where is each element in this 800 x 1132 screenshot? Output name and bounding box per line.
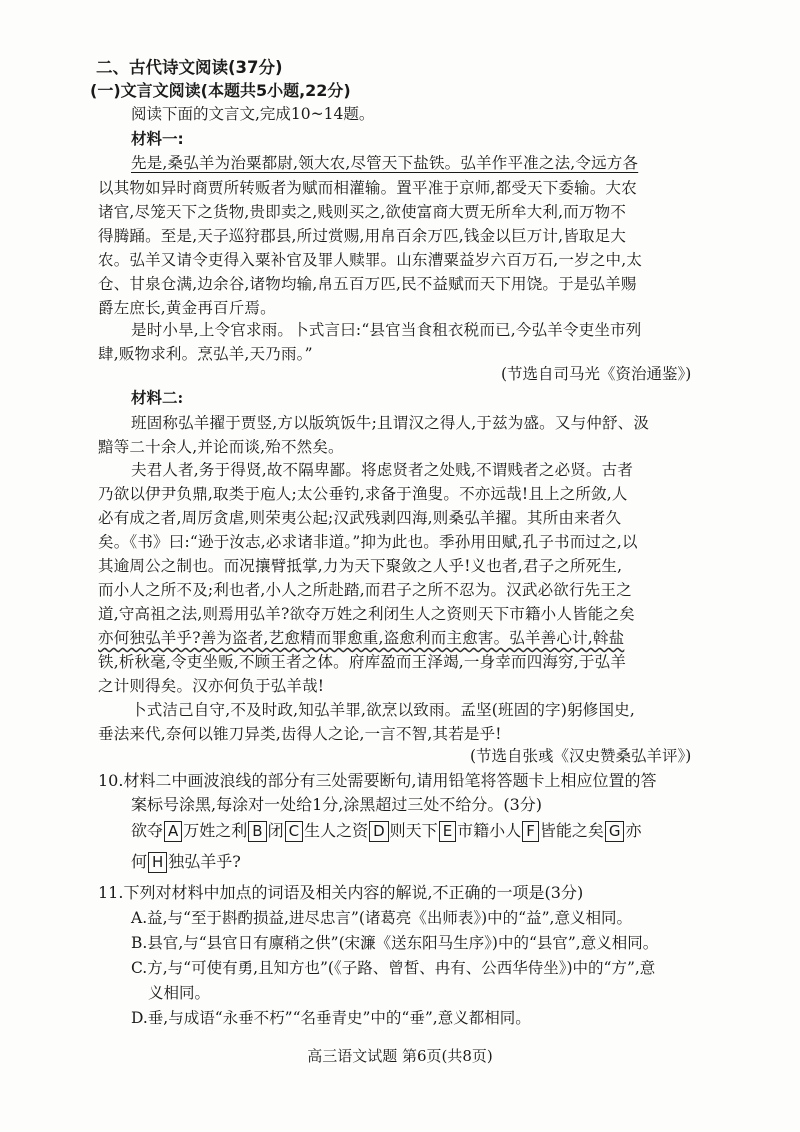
q10-marker-e[interactable]: E: [439, 821, 456, 842]
q10-segment: 亦: [625, 821, 642, 840]
q10-marker-f[interactable]: F: [522, 821, 539, 842]
material2-line: 黯等二十余人,并论而谈,殆不然矣。: [98, 438, 344, 456]
material2-line: 乃欲以伊尹负鼎,取类于庖人;太公垂钓,求备于渔叟。不亦远哉!且上之所敛,人: [98, 485, 628, 503]
page-footer: 高三语文试题 第6页(共8页): [307, 1047, 493, 1065]
material1-line: 仓、甘泉仓满,边余谷,诸物均输,帛五百万匹,民不益赋而天下用饶。于是弘羊赐: [98, 275, 637, 293]
section-subtitle: (一)文言文阅读(本题共5小题,22分): [90, 81, 351, 100]
q10-marker-a[interactable]: A: [164, 821, 182, 842]
material2-label: 材料二:: [131, 388, 184, 407]
material1-source: (节选自司马光《资治通鉴》): [501, 365, 692, 383]
q11-stem: 11.下列对材料中加点的词语及相关内容的解说,不正确的一项是(3分): [98, 883, 584, 902]
material2-line: 铁,析秋毫,令吏坐贩,不顾王者之体。府库盈而王泽竭,一身幸而四海穷,于弘羊: [98, 653, 627, 671]
material1-line: 爵左庶长,黄金再百斤焉。: [98, 299, 276, 317]
material2-line: 矣。《书》曰:“逊于汝志,必求诸非道。”抑为此也。季孙用田赋,孔子书而过之,以: [98, 533, 638, 551]
material2-line: 卜式洁己自守,不及时政,知弘羊罪,欲烹以致雨。孟坚(班固的字)躬修国史,: [131, 701, 636, 719]
material2-line: 之计则得矣。汉亦何负于弘羊哉!: [98, 677, 325, 695]
material2-line: 而小人之所不及;利也者,小人之所赴踏,而君子之所不忍为。汉武必欲行先王之: [98, 581, 632, 599]
material2-line: 班固称弘羊擢于贾竖,方以版筑饭牛;且谓汉之得人,于兹为盛。又与仲舒、汲: [131, 414, 650, 432]
material2-line: 亦何独弘羊乎?善为盗者,艺愈精而罪愈重,盗愈利而主愈害。弘羊善心计,斡盐: [98, 629, 625, 647]
q10-segment: 独弘羊乎?: [168, 852, 241, 871]
q10-segment: 皆能之矣: [539, 821, 604, 840]
material1-line: 以其物如异时商贾所转贩者为赋而相灌输。置平准于京师,都受天下委输。大农: [98, 179, 637, 197]
material1-line: 肆,贩物求利。烹弘羊,天乃雨。”: [98, 345, 313, 363]
q10-segment: 市籍小人: [457, 821, 522, 840]
q10-marker-g[interactable]: G: [605, 821, 625, 842]
q11-option-c-continued: 义相同。: [148, 984, 211, 1002]
q10-segment: 生人之资: [304, 821, 369, 840]
q10-stem-line2: 案标号涂黑,每涂对一处给1分,涂黑超过三处不给分。(3分): [131, 795, 543, 814]
section-title: 二、古代诗文阅读(37分): [96, 58, 283, 77]
material2-line: 垂法来代,奈何以锥刀异类,齿得人之论,一言不智,其若是乎!: [98, 725, 502, 743]
material1-line: 是时小旱,上令官求雨。卜式言曰:“县官当食租衣税而已,今弘羊令吏坐市列: [131, 321, 642, 339]
material1-label: 材料一:: [131, 130, 184, 148]
material1-line: 诸官,尽笼天下之货物,贵即卖之,贱则买之,欲使富商大贾无所牟大利,而万物不: [98, 203, 627, 221]
material1-line: 先是,桑弘羊为治粟都尉,领大农,尽管天下盐铁。弘羊作平准之法,令远方各: [131, 154, 639, 172]
q10-marker-d[interactable]: D: [369, 821, 389, 842]
q10-segment: 欲夺: [131, 821, 164, 840]
q11-option-c: C.方,与“可使有勇,且知方也”(《子路、曾皙、冉有、公西华侍坐》)中的“方”,意: [131, 959, 656, 977]
q10-segment: 万姓之利: [183, 821, 248, 840]
q10-segment: 则天下: [389, 821, 438, 840]
material1-line: 得腾踊。至是,天子巡狩郡县,所过赏赐,用帛百余万匹,钱金以巨万计,皆取足大: [98, 227, 627, 245]
q10-answer-line2: [131, 849, 241, 873]
q10-marker-c[interactable]: C: [285, 821, 303, 842]
q10-answer-line1: [131, 818, 641, 842]
q11-option-d: D.垂,与成语“永垂不朽”“名垂青史”中的“垂”,意义都相同。: [131, 1009, 531, 1027]
q11-option-a: A.益,与“至于斟酌损益,进尽忠言”(诸葛亮《出师表》)中的“益”,意义相同。: [131, 909, 632, 927]
material2-line: 其逾周公之制也。而况攘臂抵掌,力为天下聚敛之人乎!义也者,君子之所死生,: [98, 557, 623, 575]
material1-line: 农。弘羊又请令吏得入粟补官及罪人赎罪。山东漕粟益岁六百万石,一岁之中,太: [98, 251, 643, 269]
material2-source: (节选自张彧《汉史赞桑弘羊评》): [470, 747, 692, 765]
q10-segment: 何: [131, 852, 148, 871]
q10-marker-h[interactable]: H: [148, 852, 167, 873]
material2-line: 夫君人者,务于得贤,故不隔卑鄙。将虑贤者之处贱,不谓贱者之必贤。古者: [131, 461, 634, 479]
material2-line: 道,守高祖之法,则焉用弘羊?欲夺万姓之利闭生人之资则天下市籍小人皆能之矣: [98, 605, 635, 623]
material2-line: 必有成之者,周厉贪虐,则荣夷公起;汉武残剥四海,则桑弘羊擢。其所由来者久: [98, 509, 622, 527]
instruction-text: 阅读下面的文言文,完成10~14题。: [131, 105, 375, 123]
q11-option-b: B.县官,与“县官日有廪稍之供”(宋濂《送东阳马生序》)中的“县官”,意义相同。: [131, 934, 659, 952]
q10-marker-b[interactable]: B: [248, 821, 266, 842]
q10-segment: 闭: [267, 821, 284, 840]
q10-stem-line1: 10.材料二中画波浪线的部分有三处需要断句,请用铅笔将答题卡上相应位置的答: [98, 771, 657, 790]
